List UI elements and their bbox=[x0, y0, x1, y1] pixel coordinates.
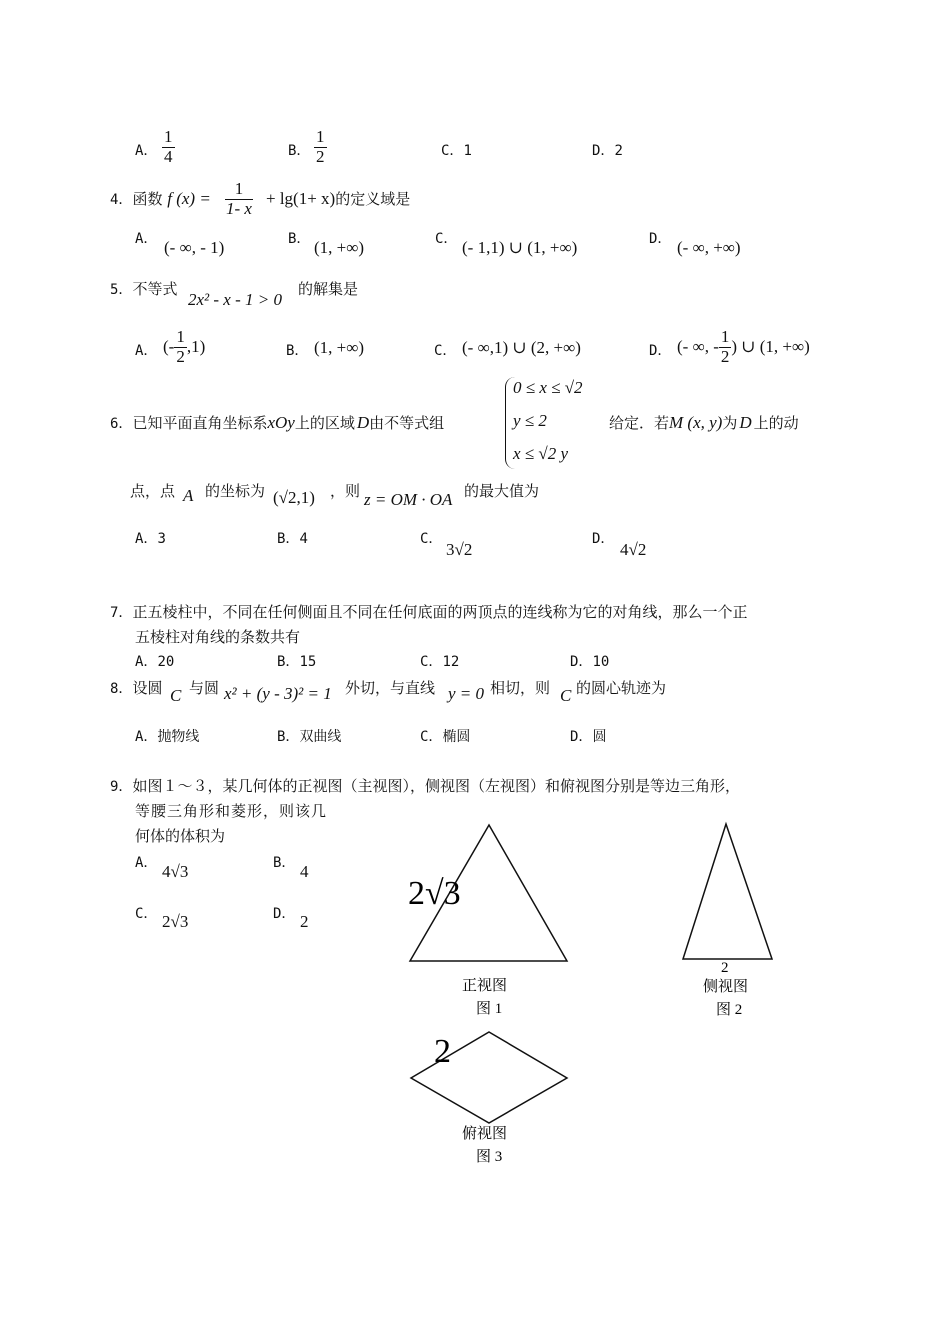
q4-option-a: (- ∞, - 1) bbox=[164, 238, 225, 257]
figure-3-caption: 图 3 bbox=[476, 1149, 503, 1165]
q8-option-a: A．抛物线 bbox=[135, 729, 200, 745]
q9-option-c-label: C． bbox=[135, 906, 158, 922]
q7-line2: 五棱柱对角线的条数共有 bbox=[135, 628, 301, 646]
q6-option-c-label: C． bbox=[420, 531, 443, 547]
q6-line1-a: 6．已知平面直角坐标系xOy上的区域 D由不等式组 bbox=[110, 413, 445, 432]
q8-circle-c-2: C bbox=[560, 686, 572, 705]
front-view-label: 正视图 bbox=[462, 978, 508, 994]
q6-line2-b: 的坐标为 bbox=[205, 482, 266, 500]
q5-option-c-label: C． bbox=[434, 343, 457, 359]
q6-option-c: 3√2 bbox=[446, 540, 473, 559]
q4-stem: 4．函数 f (x) = bbox=[110, 189, 211, 208]
q5-option-d: (- ∞, - $\frac{1}{2}$ ) ∪ (1, +∞) bbox=[677, 327, 810, 366]
q8-stem-c: 外切，与直线 bbox=[345, 679, 436, 697]
front-view-dimension: 2√3 bbox=[408, 875, 461, 912]
q7-option-d: D．10 bbox=[570, 654, 610, 670]
side-view-triangle bbox=[683, 824, 772, 959]
q9-option-b: 4 bbox=[300, 862, 309, 881]
q6-line2-c: ，则 bbox=[330, 482, 361, 500]
q9-option-b-label: B． bbox=[273, 855, 296, 871]
q4-option-b-label: B． bbox=[288, 231, 311, 247]
q5-stem-suffix: 的解集是 bbox=[298, 280, 359, 298]
figure-1-caption: 图 1 bbox=[476, 1001, 503, 1017]
q6-point-a: A bbox=[183, 486, 194, 505]
q9-line3: 何体的体积为 bbox=[135, 827, 226, 845]
q3-option-c: C．1 bbox=[441, 143, 472, 159]
q3-option-a-fraction: $\frac{1}{4}$ bbox=[164, 127, 173, 166]
figure-2-caption: 图 2 bbox=[716, 1002, 743, 1018]
q9-option-a-label: A． bbox=[135, 855, 158, 871]
q6-option-b: B．4 bbox=[277, 531, 308, 547]
q6-line2-a: 点，点 bbox=[130, 482, 176, 500]
q5-option-b: (1, +∞) bbox=[314, 338, 365, 357]
q4-option-a-label: A． bbox=[135, 231, 158, 247]
q5-option-a-label: A． bbox=[135, 343, 158, 359]
q5-option-a: (- $\frac{1}{2}$ ,1) bbox=[163, 327, 206, 366]
q4-option-c-label: C． bbox=[435, 231, 458, 247]
q6-option-d-label: D． bbox=[592, 531, 615, 547]
q8-circle-c: C bbox=[170, 686, 182, 705]
q5-option-b-label: B． bbox=[286, 343, 309, 359]
q6-system-line2: y ≤ 2 bbox=[513, 411, 547, 430]
q7-line1: 7．正五棱柱中，不同在任何侧面且不同在任何底面的两顶点的连线称为它的对角线，那么一个正 bbox=[110, 603, 748, 621]
q9-option-d-label: D． bbox=[273, 906, 296, 922]
q9-option-d: 2 bbox=[300, 912, 309, 931]
top-view-dimension: 2 bbox=[434, 1033, 451, 1070]
q8-circle-equation: x² + (y - 3)² = 1 bbox=[224, 684, 332, 703]
q7-option-c: C．12 bbox=[420, 654, 460, 670]
q6-line1-b: 给定．若M (x, y)为 D 上的动 bbox=[609, 413, 799, 432]
q4-option-c: (- 1,1) ∪ (1, +∞) bbox=[462, 238, 578, 257]
q5-stem-prefix: 5．不等式 bbox=[110, 280, 178, 298]
q4-option-d-label: D． bbox=[649, 231, 672, 247]
q9-option-c: 2√3 bbox=[162, 912, 189, 931]
q8-stem-a: 8．设圆 bbox=[110, 679, 163, 697]
q8-stem-e: 的圆心轨迹为 bbox=[576, 679, 667, 697]
q8-line-equation: y = 0 bbox=[448, 684, 485, 703]
q9-line1: 9．如图１～３，某几何体的正视图（主视图），侧视图（左视图）和俯视图分别是等边三角形， bbox=[110, 777, 740, 795]
q3-option-b: B． bbox=[288, 143, 311, 159]
q5-option-d-label: D． bbox=[649, 343, 672, 359]
side-view-label: 侧视图 bbox=[703, 979, 749, 995]
q4-stem-tail: + lg(1+ x)的定义域是 bbox=[266, 189, 411, 208]
q8-option-c: C．椭圆 bbox=[420, 729, 471, 745]
q4-fraction: $\frac{1}{1- x}$ bbox=[226, 179, 252, 218]
q6-system-line1: 0 ≤ x ≤ √2 bbox=[513, 378, 583, 397]
q7-option-b: B．15 bbox=[277, 654, 317, 670]
q8-stem-b: 与圆 bbox=[189, 679, 220, 697]
q9-option-a: 4√3 bbox=[162, 862, 189, 881]
top-view-label: 俯视图 bbox=[462, 1126, 508, 1142]
q3-option-a: A． bbox=[135, 143, 158, 159]
q5-option-c: (- ∞,1) ∪ (2, +∞) bbox=[462, 338, 581, 357]
q6-option-a: A．3 bbox=[135, 531, 166, 547]
q4-option-b: (1, +∞) bbox=[314, 238, 365, 257]
q6-option-d: 4√2 bbox=[620, 540, 647, 559]
side-view-dimension: 2 bbox=[721, 960, 729, 976]
q5-inequality: 2x² - x - 1 > 0 bbox=[188, 290, 282, 309]
q3-option-b-fraction: $\frac{1}{2}$ bbox=[316, 127, 325, 166]
q7-option-a: A．20 bbox=[135, 654, 175, 670]
q8-option-d: D．圆 bbox=[570, 729, 607, 745]
q8-option-b: B．双曲线 bbox=[277, 729, 342, 745]
q3-option-d: D．2 bbox=[592, 143, 623, 159]
q6-z-expression: z = OM · OA bbox=[364, 490, 453, 509]
q6-line2-d: 的最大值为 bbox=[464, 482, 540, 500]
q9-line2: 等腰三角形和菱形，则该几 bbox=[135, 802, 328, 820]
q8-stem-d: 相切，则 bbox=[490, 679, 551, 697]
q4-option-d: (- ∞, +∞) bbox=[677, 238, 741, 257]
q6-coord-a: (√2,1) bbox=[273, 488, 315, 507]
q6-system-line3: x ≤ √2 y bbox=[513, 444, 569, 463]
